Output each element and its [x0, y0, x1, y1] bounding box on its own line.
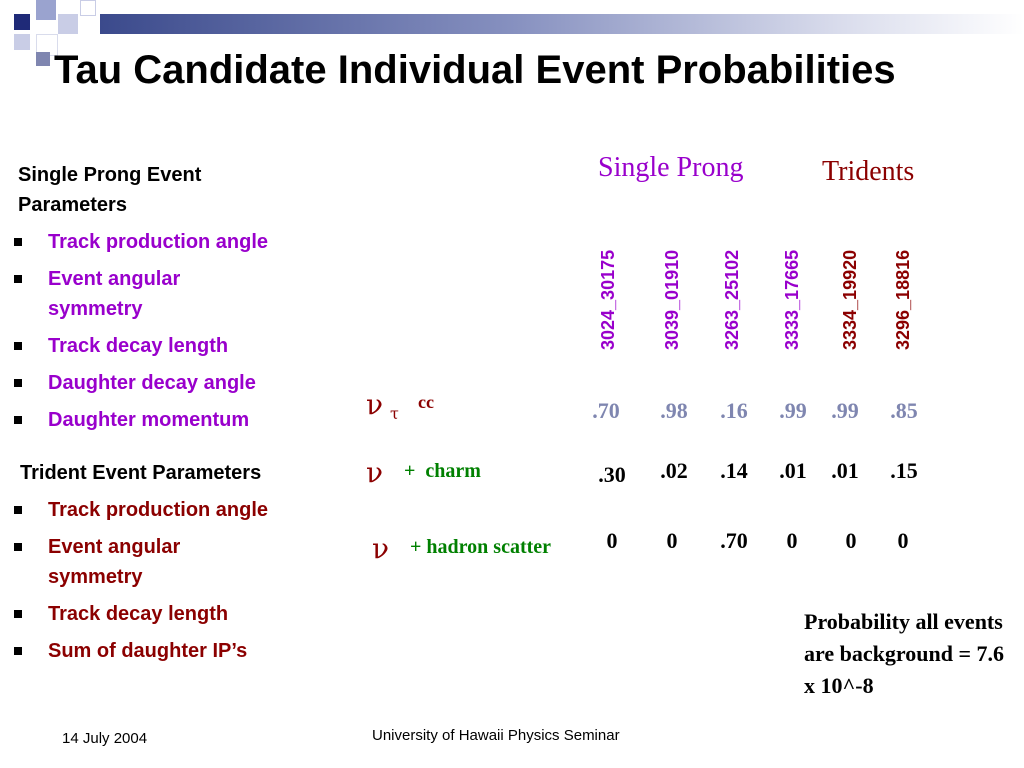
bullet-square-icon: [14, 342, 22, 350]
list-item: Track decay length: [14, 331, 334, 361]
header-square-3: [58, 14, 78, 34]
value-cell: .01: [831, 458, 859, 483]
list-item: Event angular symmetry: [14, 264, 334, 324]
value-cell: .02: [660, 458, 688, 483]
tridents-header: Tridents: [822, 156, 915, 187]
value-cell: .16: [720, 398, 748, 423]
single-prong-header: Single Prong: [598, 152, 744, 183]
bullet-square-icon: [14, 647, 22, 655]
list-item: Sum of daughter IP’s: [14, 636, 334, 666]
value-cell: .70: [720, 528, 748, 553]
value-cell: .01: [779, 458, 807, 483]
value-cell: 0: [845, 528, 857, 553]
header-square-2: [36, 0, 56, 20]
value-cell: .70: [592, 398, 620, 423]
value-cell: .99: [831, 398, 859, 423]
event-id-5: 3334_19920: [840, 249, 860, 350]
list-item: Daughter decay angle: [14, 368, 334, 398]
trident-params-list: [14, 495, 334, 673]
footer-date: 14 July 2004: [62, 730, 148, 747]
bullet-square-icon: [14, 416, 22, 424]
tau-subscript: τ: [390, 404, 399, 423]
probability-note: Probability all events are background = 7.6 x 10^-8: [804, 609, 1004, 698]
event-id-2: 3039_01910: [662, 249, 682, 350]
footer-center-text: University of Hawaii Physics Seminar: [372, 727, 620, 744]
value-cell: .15: [890, 458, 918, 483]
event-id-1: 3024_30175: [598, 249, 618, 350]
nu-symbol: ν: [372, 532, 390, 565]
bullet-square-icon: [14, 379, 22, 387]
list-item: Event angular symmetry: [14, 532, 334, 592]
list-item: Daughter momentum: [14, 405, 334, 435]
charm-label: + charm: [404, 460, 481, 482]
header-square-6: [36, 52, 50, 66]
value-cell: 0: [666, 528, 678, 553]
list-item: Track production angle: [14, 227, 334, 257]
header-square-4: [14, 34, 30, 50]
hadron-scatter-label: + hadron scatter: [410, 536, 552, 558]
value-cell: .14: [720, 458, 748, 483]
value-cell: 0: [786, 528, 798, 553]
cc-label: cc: [418, 392, 434, 412]
event-id-3: 3263_25102: [722, 249, 742, 350]
event-id-4: 3333_17665: [782, 249, 802, 350]
list-item: Track decay length: [14, 599, 334, 629]
single-prong-params-list: [14, 227, 334, 442]
header-square-7: [80, 0, 96, 16]
slide-title: Tau Candidate Individual Event Probabilities: [54, 48, 896, 92]
header-gradient-bar: [100, 14, 1024, 34]
value-cell: .85: [890, 398, 918, 423]
bullet-square-icon: [14, 543, 22, 551]
list-item: Track production angle: [14, 495, 334, 525]
header-square-1: [14, 14, 30, 30]
bullet-square-icon: [14, 506, 22, 514]
bullet-square-icon: [14, 238, 22, 246]
value-cell: .30: [598, 462, 626, 487]
nu-symbol: ν: [366, 456, 384, 489]
value-cell: 0: [897, 528, 909, 553]
value-cell: 0: [606, 528, 618, 553]
value-cell: .98: [660, 398, 688, 423]
value-cell: .99: [779, 398, 807, 423]
bullet-square-icon: [14, 275, 22, 283]
single-prong-params-title: Single Prong Event Parameters: [18, 164, 202, 216]
event-id-6: 3296_18816: [893, 249, 913, 350]
nu-symbol: ν: [366, 388, 384, 421]
trident-params-title: Trident Event Parameters: [20, 462, 262, 484]
bullet-square-icon: [14, 610, 22, 618]
